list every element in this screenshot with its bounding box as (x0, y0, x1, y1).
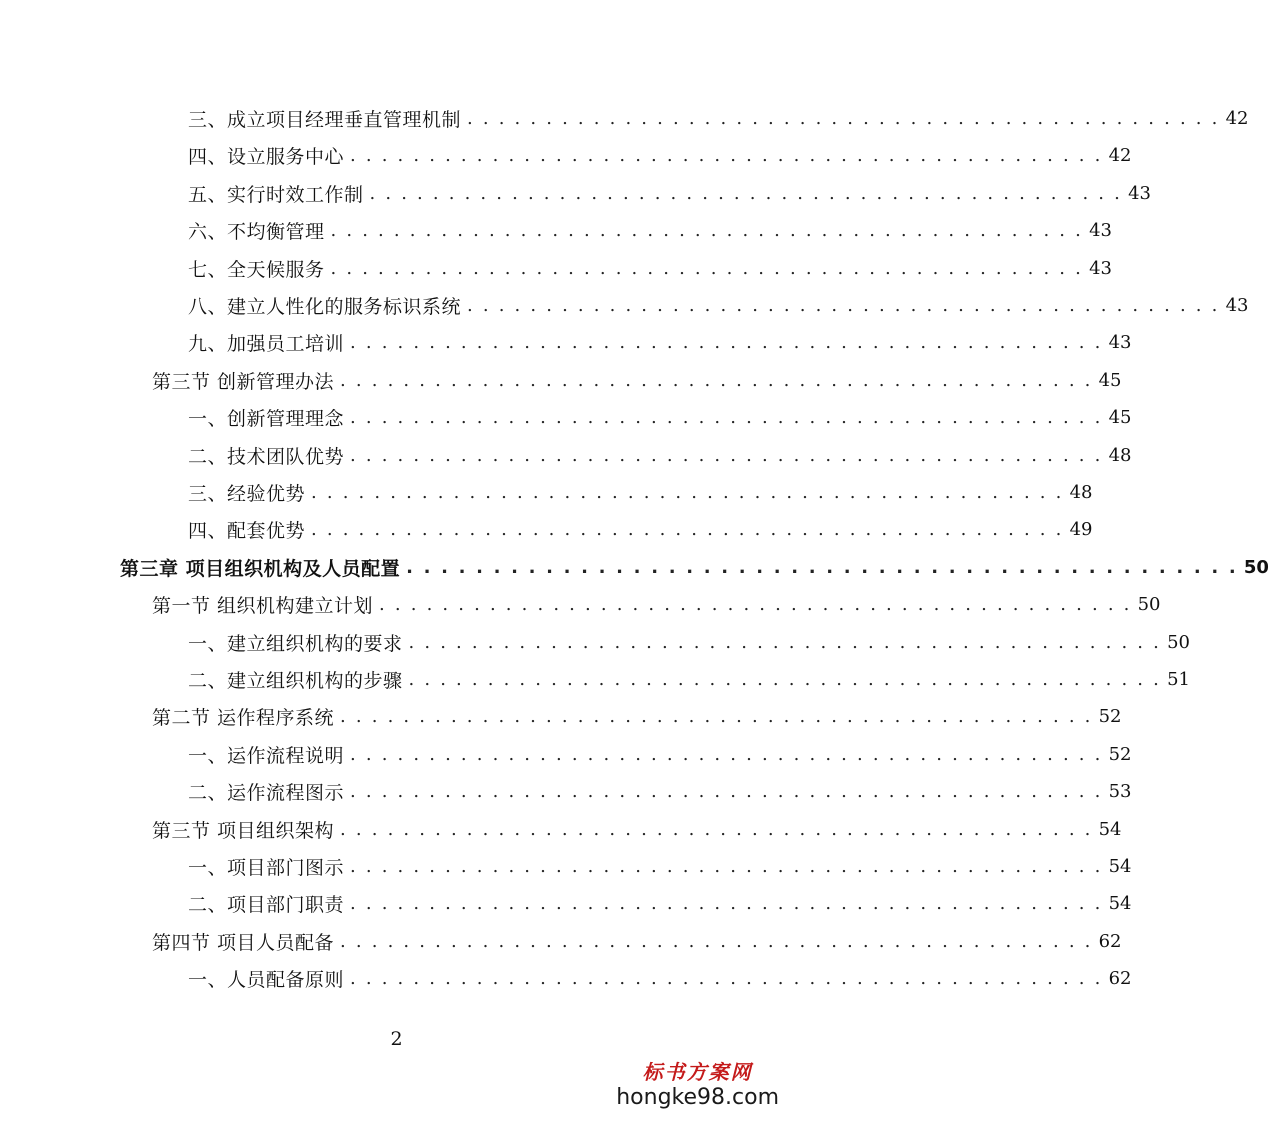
toc-entry[interactable] (0, 324, 1132, 361)
toc-entry-title: 一、建立组织机构的要求 (188, 632, 403, 655)
toc-entry[interactable] (0, 923, 1122, 960)
toc-entry-page: 50 (1243, 556, 1269, 578)
toc-entry-page: 62 (1108, 968, 1132, 990)
toc-entry-title: 三、成立项目经理垂直管理机制 (188, 109, 462, 131)
toc-entry[interactable] (0, 511, 1093, 548)
toc-entry-page: 43 (1108, 332, 1132, 354)
toc-entry[interactable] (0, 848, 1132, 885)
toc-entry-title: 第一节 组织机构建立计划 (152, 595, 374, 618)
toc-leader-dots: . . . . . . . . . . . . . . . . . . . . . . . . . . . . . . . . . . . . . . . . . . . . . . . . (350, 407, 1103, 429)
toc-entry-page: 49 (1069, 519, 1093, 541)
toc-entry[interactable] (0, 661, 1190, 698)
toc-entry[interactable] (0, 100, 1249, 137)
toc-entry-page: 50 (1137, 594, 1161, 616)
toc-entry-page: 45 (1098, 369, 1122, 391)
toc-leader-dots: . . . . . . . . . . . . . . . . . . . . . . . . . . . . . . . . . . . . . . . . . . . . . . . . (340, 818, 1093, 840)
toc-entry[interactable] (0, 474, 1093, 511)
toc-leader-dots: . . . . . . . . . . . . . . . . . . . . . . . . . . . . . . . . . . . . . . . . . . . . . . . . (408, 669, 1162, 690)
toc-entry-title: 第二节 运作程序系统 (152, 707, 335, 730)
toc-entry-title: 一、运作流程说明 (188, 744, 345, 767)
toc-leader-dots: . . . . . . . . . . . . . . . . . . . . . . . . . . . . . . . . . . . . . . . . . . . . . . . . (406, 556, 1238, 578)
toc-leader-dots: . . . . . . . . . . . . . . . . . . . . . . . . . . . . . . . . . . . . . . . . . . . . . . . . (350, 968, 1103, 990)
toc-entry-page: 42 (1108, 145, 1132, 167)
toc-leader-dots: . . . . . . . . . . . . . . . . . . . . . . . . . . . . . . . . . . . . . . . . . . . . . . . . (340, 706, 1093, 728)
watermark-cn-text: 标书方案网 (642, 1060, 753, 1084)
toc-entry-page: 53 (1108, 781, 1132, 803)
toc-entry[interactable] (0, 175, 1151, 212)
watermark-url-text: hongke98.com (616, 1085, 779, 1110)
toc-entry-page: 54 (1108, 856, 1132, 877)
toc-entry-title: 七、全天候服务 (188, 258, 325, 281)
toc-leader-dots: . . . . . . . . . . . . . . . . . . . . . . . . . . . . . . . . . . . . . . . . . . . . . . . . (350, 893, 1103, 915)
toc-entry-title: 第四节 项目人员配备 (152, 931, 335, 954)
toc-entry-title: 一、人员配备原则 (188, 969, 345, 992)
page-number: 2 (390, 1028, 403, 1050)
toc-entry-title: 二、建立组织机构的步骤 (188, 670, 403, 692)
toc-entry-page: 43 (1225, 295, 1249, 316)
toc-entry-page: 62 (1098, 930, 1122, 952)
toc-entry-page: 48 (1069, 482, 1093, 503)
toc-entry[interactable] (0, 586, 1161, 623)
toc-entry[interactable] (0, 736, 1132, 773)
toc-entry-page: 43 (1128, 182, 1151, 204)
toc-entry-title: 一、项目部门图示 (188, 857, 345, 879)
toc-entry-page: 54 (1108, 893, 1132, 915)
toc-entry[interactable] (0, 811, 1122, 848)
toc-entry-page: 43 (1089, 257, 1112, 279)
toc-entry[interactable] (0, 549, 1269, 586)
toc-entry-title: 二、项目部门职责 (188, 894, 345, 917)
toc-leader-dots: . . . . . . . . . . . . . . . . . . . . . . . . . . . . . . . . . . . . . . . . . . . . . . . . (350, 444, 1103, 466)
toc-leader-dots: . . . . . . . . . . . . . . . . . . . . . . . . . . . . . . . . . . . . . . . . . . . . . . . . (350, 332, 1103, 354)
toc-entry[interactable] (0, 250, 1112, 287)
toc-leader-dots: . . . . . . . . . . . . . . . . . . . . . . . . . . . . . . . . . . . . . . . . . . . . . . . . (340, 930, 1093, 952)
toc-entry[interactable] (0, 698, 1122, 735)
toc-entry-title: 三、经验优势 (188, 483, 306, 505)
toc-entry-page: 48 (1108, 444, 1132, 466)
toc-entry-title: 一、创新管理理念 (188, 408, 345, 431)
toc-entry-title: 二、运作流程图示 (188, 782, 345, 805)
toc-entry[interactable] (0, 362, 1122, 399)
toc-entry-title: 第三节 项目组织架构 (152, 819, 335, 842)
toc-entry-page: 51 (1167, 669, 1190, 690)
toc-leader-dots: . . . . . . . . . . . . . . . . . . . . . . . . . . . . . . . . . . . . . . . . . . . . . . . . (350, 781, 1103, 803)
toc-entry-title: 六、不均衡管理 (188, 221, 325, 244)
toc-leader-dots: . . . . . . . . . . . . . . . . . . . . . . . . . . . . . . . . . . . . . . . . . . . . . . . . (369, 182, 1123, 204)
toc-leader-dots: . . . . . . . . . . . . . . . . . . . . . . . . . . . . . . . . . . . . . . . . . . . . . . . . (340, 369, 1093, 391)
toc-leader-dots: . . . . . . . . . . . . . . . . . . . . . . . . . . . . . . . . . . . . . . . . . . . . . . . . (350, 145, 1103, 167)
toc-entry[interactable] (0, 437, 1132, 474)
toc-leader-dots: . . . . . . . . . . . . . . . . . . . . . . . . . . . . . . . . . . . . . . . . . . . . . . . . (330, 257, 1084, 279)
toc-leader-dots: . . . . . . . . . . . . . . . . . . . . . . . . . . . . . . . . . . . . . . . . . . . . . . . . (467, 295, 1220, 316)
toc-entry-title: 二、技术团队优势 (188, 445, 345, 468)
toc-entry[interactable] (0, 287, 1249, 324)
watermark-logo (616, 1056, 779, 1110)
toc-entry-title: 第三节 创新管理办法 (152, 370, 335, 393)
toc-entry-page: 50 (1167, 631, 1190, 653)
toc-entry[interactable] (0, 885, 1132, 922)
toc-leader-dots: . . . . . . . . . . . . . . . . . . . . . . . . . . . . . . . . . . . . . . . . . . . . . . . . (467, 108, 1220, 129)
toc-entry[interactable] (0, 773, 1132, 810)
toc-entry-page: 42 (1225, 108, 1249, 129)
toc-entry-title: 第三章 项目组织机构及人员配置 (120, 557, 401, 580)
toc-entry-title: 九、加强员工培训 (188, 333, 345, 356)
toc-leader-dots: . . . . . . . . . . . . . . . . . . . . . . . . . . . . . . . . . . . . . . . . . . . . . . . . (350, 856, 1103, 877)
toc-leader-dots: . . . . . . . . . . . . . . . . . . . . . . . . . . . . . . . . . . . . . . . . . . . . . . . . (330, 220, 1084, 242)
toc-leader-dots: . . . . . . . . . . . . . . . . . . . . . . . . . . . . . . . . . . . . . . . . . . . . . . . . (379, 594, 1132, 616)
toc-entry-title: 四、设立服务中心 (188, 146, 345, 169)
toc-leader-dots: . . . . . . . . . . . . . . . . . . . . . . . . . . . . . . . . . . . . . . . . . . . . . . . . (311, 519, 1064, 541)
toc-entry-title: 四、配套优势 (188, 520, 306, 543)
toc-entry[interactable] (0, 399, 1132, 436)
toc-entry[interactable] (0, 212, 1112, 249)
toc-entry[interactable] (0, 137, 1132, 174)
toc-entry[interactable] (0, 960, 1132, 997)
toc-entry-page: 43 (1089, 220, 1112, 242)
toc-leader-dots: . . . . . . . . . . . . . . . . . . . . . . . . . . . . . . . . . . . . . . . . . . . . . . . . (408, 631, 1162, 653)
toc-entry-page: 45 (1108, 407, 1132, 429)
toc-entry-page: 52 (1098, 706, 1122, 728)
toc-entry[interactable] (0, 624, 1190, 661)
toc-leader-dots: . . . . . . . . . . . . . . . . . . . . . . . . . . . . . . . . . . . . . . . . . . . . . . . . (311, 482, 1064, 503)
toc-leader-dots: . . . . . . . . . . . . . . . . . . . . . . . . . . . . . . . . . . . . . . . . . . . . . . . . (350, 743, 1103, 765)
toc-entry-title: 八、建立人性化的服务标识系统 (188, 296, 462, 318)
toc-entry-page: 54 (1098, 818, 1122, 840)
toc-entry-title: 五、实行时效工作制 (188, 183, 364, 206)
toc-entry-page: 52 (1108, 743, 1132, 765)
